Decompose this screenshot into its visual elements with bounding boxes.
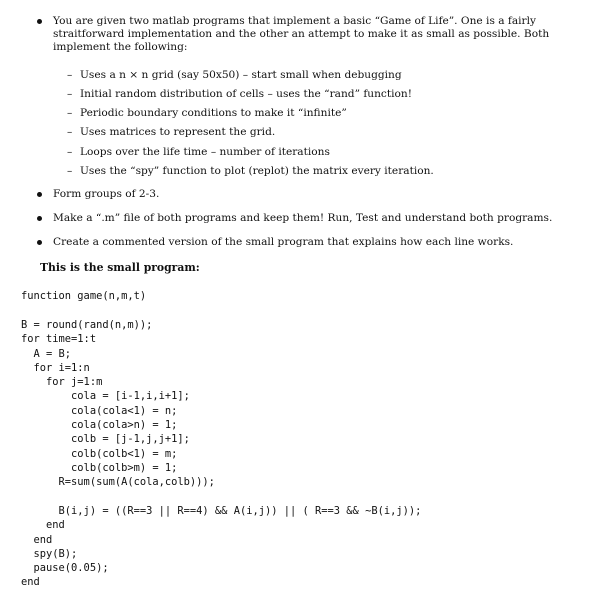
bullet-item (37, 212, 572, 225)
bullet-text: Create a commented version of the small program that explains how each line works. (53, 236, 514, 248)
code-block-bottom: B(i,j) = ((R==3 || R==4) && A(i,j)) || ( R==3 && ~B(i,j)); end end spy(B); pause(0.05); end (21, 505, 422, 589)
sub-item (67, 126, 567, 139)
sub-item-text: Loops over the life time – number of iterations (80, 146, 330, 158)
sub-item (67, 88, 567, 101)
sub-item (67, 146, 567, 159)
code-signature: function game(n,m,t) (21, 290, 147, 302)
sub-item (67, 69, 567, 82)
dash-marker: – (67, 126, 73, 138)
dash-marker: – (67, 88, 73, 100)
bullet-item (37, 236, 572, 249)
dash-marker: – (67, 69, 73, 81)
bullet-item (37, 188, 572, 201)
dash-marker: – (67, 107, 73, 119)
sub-item (67, 165, 567, 178)
dash-marker: – (67, 146, 73, 158)
bullet-dot (37, 19, 42, 24)
sub-item-text: Initial random distribution of cells – uses the “rand” function! (80, 88, 412, 100)
bullet-text: Make a “.m” file of both programs and keep them! Run, Test and understand both programs. (53, 212, 553, 224)
code-block-top: B = round(rand(n,m)); for time=1:t A = B; for i=1:n for j=1:m cola = [i-1,i,i+1]; cola(cola<1) = n; cola(cola>n) = 1; colb = [j-1,j,j+1]; colb(colb<1) = m; colb(colb>m) = 1; R=sum(sum(A(cola,colb))); (21, 319, 215, 489)
sub-item (67, 107, 567, 120)
dash-marker: – (67, 165, 73, 177)
bullet-text: You are given two matlab programs that implement a basic “Game of Life”. One is a fairly straitforward implementation and the other an attempt to make it as small as possible. Both implement the following: (53, 15, 550, 53)
bullet-dot (37, 192, 42, 197)
section-heading: This is the small program: (40, 261, 200, 274)
sub-item-text: Uses matrices to represent the grid. (80, 126, 276, 138)
bullet-dot (37, 240, 42, 245)
sub-item-text: Uses the “spy” function to plot (replot) the matrix every iteration. (80, 165, 434, 177)
sub-item-text: Uses a n × n grid (say 50x50) – start small when debugging (80, 69, 402, 81)
sub-item-text: Periodic boundary conditions to make it “infinite” (80, 107, 347, 119)
bullet-dot (37, 216, 42, 221)
bullet-item (37, 15, 572, 54)
bullet-text: Form groups of 2-3. (53, 188, 160, 200)
